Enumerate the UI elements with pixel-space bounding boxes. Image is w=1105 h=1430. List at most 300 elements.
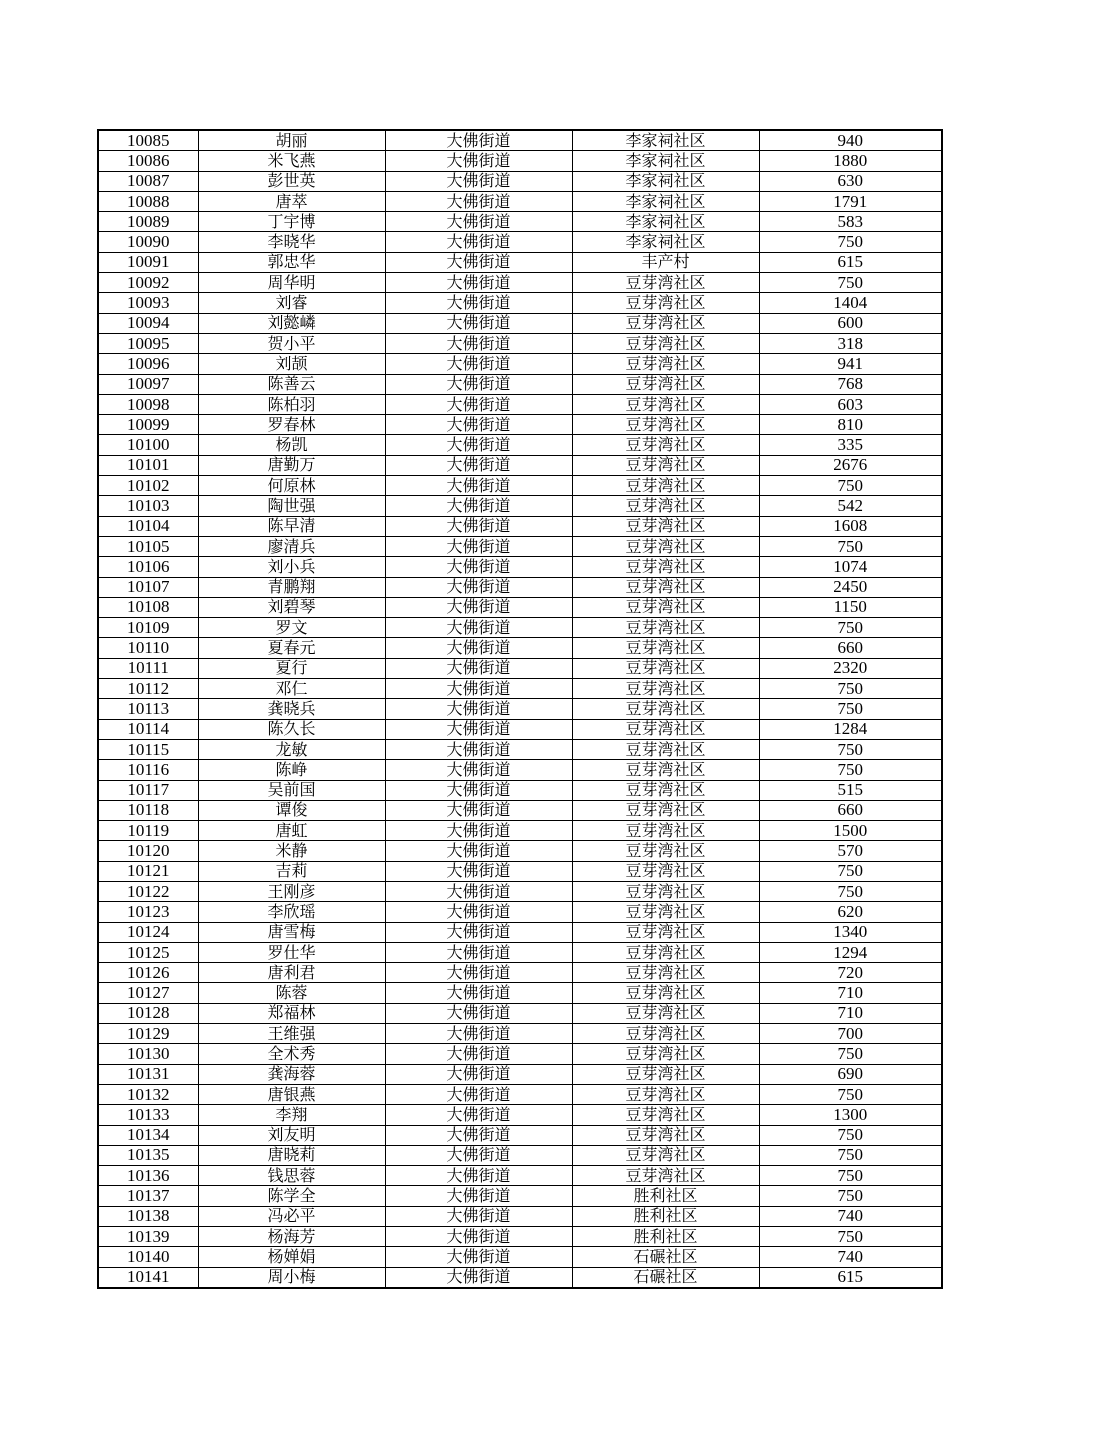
table-row bbox=[98, 658, 942, 678]
street-cell: 大佛街道 bbox=[385, 881, 572, 901]
community-cell: 李家祠社区 bbox=[572, 130, 759, 151]
table-row bbox=[98, 191, 942, 211]
record-id-cell: 10094 bbox=[98, 313, 198, 333]
table-row bbox=[98, 536, 942, 556]
amount-cell: 1791 bbox=[759, 191, 942, 211]
community-cell: 豆芽湾社区 bbox=[572, 780, 759, 800]
name-cell: 陈学全 bbox=[198, 1186, 385, 1206]
amount-cell: 750 bbox=[759, 679, 942, 699]
name-cell: 龙敏 bbox=[198, 739, 385, 759]
amount-cell: 750 bbox=[759, 861, 942, 881]
table-row bbox=[98, 577, 942, 597]
name-cell: 龚海蓉 bbox=[198, 1064, 385, 1084]
name-cell: 王刚彦 bbox=[198, 881, 385, 901]
community-cell: 豆芽湾社区 bbox=[572, 1064, 759, 1084]
community-cell: 豆芽湾社区 bbox=[572, 415, 759, 435]
amount-cell: 1300 bbox=[759, 1105, 942, 1125]
street-cell: 大佛街道 bbox=[385, 963, 572, 983]
street-cell: 大佛街道 bbox=[385, 597, 572, 617]
street-cell: 大佛街道 bbox=[385, 435, 572, 455]
record-id-cell: 10098 bbox=[98, 394, 198, 414]
community-cell: 豆芽湾社区 bbox=[572, 719, 759, 739]
community-cell: 李家祠社区 bbox=[572, 191, 759, 211]
name-cell: 唐银燕 bbox=[198, 1084, 385, 1104]
street-cell: 大佛街道 bbox=[385, 212, 572, 232]
name-cell: 罗仕华 bbox=[198, 942, 385, 962]
amount-cell: 2676 bbox=[759, 455, 942, 475]
community-cell: 豆芽湾社区 bbox=[572, 800, 759, 820]
record-id-cell: 10091 bbox=[98, 252, 198, 272]
name-cell: 李翔 bbox=[198, 1105, 385, 1125]
table-row bbox=[98, 394, 942, 414]
amount-cell: 1294 bbox=[759, 942, 942, 962]
record-id-cell: 10089 bbox=[98, 212, 198, 232]
table-row bbox=[98, 1105, 942, 1125]
amount-cell: 583 bbox=[759, 212, 942, 232]
street-cell: 大佛街道 bbox=[385, 1145, 572, 1165]
community-cell: 李家祠社区 bbox=[572, 151, 759, 171]
community-cell: 豆芽湾社区 bbox=[572, 922, 759, 942]
record-id-cell: 10088 bbox=[98, 191, 198, 211]
name-cell: 唐晓莉 bbox=[198, 1145, 385, 1165]
amount-cell: 1284 bbox=[759, 719, 942, 739]
amount-cell: 740 bbox=[759, 1206, 942, 1226]
record-id-cell: 10110 bbox=[98, 638, 198, 658]
table-row bbox=[98, 212, 942, 232]
amount-cell: 630 bbox=[759, 171, 942, 191]
amount-cell: 1074 bbox=[759, 557, 942, 577]
record-id-cell: 10114 bbox=[98, 719, 198, 739]
amount-cell: 1880 bbox=[759, 151, 942, 171]
name-cell: 陈早清 bbox=[198, 516, 385, 536]
community-cell: 豆芽湾社区 bbox=[572, 394, 759, 414]
street-cell: 大佛街道 bbox=[385, 577, 572, 597]
record-id-cell: 10119 bbox=[98, 821, 198, 841]
name-cell: 陈柏羽 bbox=[198, 394, 385, 414]
community-cell: 豆芽湾社区 bbox=[572, 597, 759, 617]
street-cell: 大佛街道 bbox=[385, 293, 572, 313]
amount-cell: 750 bbox=[759, 1044, 942, 1064]
amount-cell: 570 bbox=[759, 841, 942, 861]
name-cell: 吉莉 bbox=[198, 861, 385, 881]
community-cell: 李家祠社区 bbox=[572, 212, 759, 232]
name-cell: 龚晓兵 bbox=[198, 699, 385, 719]
table-row bbox=[98, 273, 942, 293]
name-cell: 刘友明 bbox=[198, 1125, 385, 1145]
table-row bbox=[98, 455, 942, 475]
community-cell: 丰产村 bbox=[572, 252, 759, 272]
record-id-cell: 10086 bbox=[98, 151, 198, 171]
amount-cell: 750 bbox=[759, 699, 942, 719]
record-id-cell: 10104 bbox=[98, 516, 198, 536]
community-cell: 豆芽湾社区 bbox=[572, 841, 759, 861]
record-id-cell: 10126 bbox=[98, 963, 198, 983]
community-cell: 豆芽湾社区 bbox=[572, 983, 759, 1003]
street-cell: 大佛街道 bbox=[385, 354, 572, 374]
street-cell: 大佛街道 bbox=[385, 618, 572, 638]
table-row bbox=[98, 171, 942, 191]
street-cell: 大佛街道 bbox=[385, 1024, 572, 1044]
community-cell: 豆芽湾社区 bbox=[572, 679, 759, 699]
table-row bbox=[98, 821, 942, 841]
street-cell: 大佛街道 bbox=[385, 273, 572, 293]
street-cell: 大佛街道 bbox=[385, 516, 572, 536]
amount-cell: 1150 bbox=[759, 597, 942, 617]
table-row bbox=[98, 557, 942, 577]
record-id-cell: 10111 bbox=[98, 658, 198, 678]
table-row bbox=[98, 861, 942, 881]
community-cell: 豆芽湾社区 bbox=[572, 476, 759, 496]
name-cell: 吴前国 bbox=[198, 780, 385, 800]
street-cell: 大佛街道 bbox=[385, 252, 572, 272]
street-cell: 大佛街道 bbox=[385, 821, 572, 841]
record-id-cell: 10108 bbox=[98, 597, 198, 617]
table-row bbox=[98, 333, 942, 353]
table-row bbox=[98, 1084, 942, 1104]
table-row bbox=[98, 739, 942, 759]
amount-cell: 750 bbox=[759, 273, 942, 293]
street-cell: 大佛街道 bbox=[385, 739, 572, 759]
record-id-cell: 10136 bbox=[98, 1166, 198, 1186]
amount-cell: 318 bbox=[759, 333, 942, 353]
name-cell: 唐萃 bbox=[198, 191, 385, 211]
record-id-cell: 10122 bbox=[98, 881, 198, 901]
name-cell: 罗文 bbox=[198, 618, 385, 638]
record-id-cell: 10087 bbox=[98, 171, 198, 191]
community-cell: 豆芽湾社区 bbox=[572, 516, 759, 536]
street-cell: 大佛街道 bbox=[385, 151, 572, 171]
community-cell: 胜利社区 bbox=[572, 1186, 759, 1206]
name-cell: 郭忠华 bbox=[198, 252, 385, 272]
street-cell: 大佛街道 bbox=[385, 557, 572, 577]
record-id-cell: 10085 bbox=[98, 130, 198, 151]
name-cell: 刘懿嶙 bbox=[198, 313, 385, 333]
record-id-cell: 10124 bbox=[98, 922, 198, 942]
table-row bbox=[98, 719, 942, 739]
street-cell: 大佛街道 bbox=[385, 1003, 572, 1023]
street-cell: 大佛街道 bbox=[385, 1105, 572, 1125]
record-id-cell: 10100 bbox=[98, 435, 198, 455]
name-cell: 陶世强 bbox=[198, 496, 385, 516]
record-id-cell: 10115 bbox=[98, 739, 198, 759]
record-id-cell: 10141 bbox=[98, 1267, 198, 1288]
record-id-cell: 10102 bbox=[98, 476, 198, 496]
community-cell: 豆芽湾社区 bbox=[572, 313, 759, 333]
record-id-cell: 10117 bbox=[98, 780, 198, 800]
record-id-cell: 10140 bbox=[98, 1247, 198, 1267]
record-id-cell: 10139 bbox=[98, 1227, 198, 1247]
street-cell: 大佛街道 bbox=[385, 922, 572, 942]
table-row bbox=[98, 618, 942, 638]
table-row bbox=[98, 1166, 942, 1186]
community-cell: 豆芽湾社区 bbox=[572, 1044, 759, 1064]
name-cell: 何原林 bbox=[198, 476, 385, 496]
street-cell: 大佛街道 bbox=[385, 1186, 572, 1206]
record-id-cell: 10121 bbox=[98, 861, 198, 881]
table-body bbox=[98, 130, 942, 1288]
table-row bbox=[98, 1024, 942, 1044]
street-cell: 大佛街道 bbox=[385, 536, 572, 556]
table-row bbox=[98, 252, 942, 272]
community-cell: 豆芽湾社区 bbox=[572, 1166, 759, 1186]
community-cell: 豆芽湾社区 bbox=[572, 496, 759, 516]
name-cell: 周小梅 bbox=[198, 1267, 385, 1288]
amount-cell: 1500 bbox=[759, 821, 942, 841]
street-cell: 大佛街道 bbox=[385, 780, 572, 800]
name-cell: 王维强 bbox=[198, 1024, 385, 1044]
amount-cell: 768 bbox=[759, 374, 942, 394]
community-cell: 豆芽湾社区 bbox=[572, 881, 759, 901]
record-id-cell: 10106 bbox=[98, 557, 198, 577]
street-cell: 大佛街道 bbox=[385, 171, 572, 191]
name-cell: 邓仁 bbox=[198, 679, 385, 699]
name-cell: 陈善云 bbox=[198, 374, 385, 394]
community-cell: 胜利社区 bbox=[572, 1227, 759, 1247]
amount-cell: 750 bbox=[759, 1084, 942, 1104]
street-cell: 大佛街道 bbox=[385, 1227, 572, 1247]
street-cell: 大佛街道 bbox=[385, 1206, 572, 1226]
name-cell: 陈蓉 bbox=[198, 983, 385, 1003]
record-id-cell: 10113 bbox=[98, 699, 198, 719]
street-cell: 大佛街道 bbox=[385, 1267, 572, 1288]
street-cell: 大佛街道 bbox=[385, 1125, 572, 1145]
table-row bbox=[98, 841, 942, 861]
amount-cell: 750 bbox=[759, 1186, 942, 1206]
name-cell: 胡丽 bbox=[198, 130, 385, 151]
table-row bbox=[98, 1125, 942, 1145]
community-cell: 豆芽湾社区 bbox=[572, 699, 759, 719]
table-row bbox=[98, 130, 942, 151]
community-cell: 豆芽湾社区 bbox=[572, 333, 759, 353]
table-row bbox=[98, 1227, 942, 1247]
name-cell: 贺小平 bbox=[198, 333, 385, 353]
amount-cell: 542 bbox=[759, 496, 942, 516]
community-cell: 豆芽湾社区 bbox=[572, 455, 759, 475]
table-row bbox=[98, 902, 942, 922]
record-id-cell: 10127 bbox=[98, 983, 198, 1003]
record-id-cell: 10125 bbox=[98, 942, 198, 962]
community-cell: 豆芽湾社区 bbox=[572, 658, 759, 678]
amount-cell: 750 bbox=[759, 536, 942, 556]
community-cell: 豆芽湾社区 bbox=[572, 739, 759, 759]
table-row bbox=[98, 983, 942, 1003]
street-cell: 大佛街道 bbox=[385, 455, 572, 475]
street-cell: 大佛街道 bbox=[385, 658, 572, 678]
amount-cell: 740 bbox=[759, 1247, 942, 1267]
name-cell: 米飞燕 bbox=[198, 151, 385, 171]
community-cell: 豆芽湾社区 bbox=[572, 1105, 759, 1125]
amount-cell: 750 bbox=[759, 1145, 942, 1165]
amount-cell: 750 bbox=[759, 739, 942, 759]
amount-cell: 615 bbox=[759, 252, 942, 272]
table-row bbox=[98, 516, 942, 536]
amount-cell: 620 bbox=[759, 902, 942, 922]
amount-cell: 750 bbox=[759, 1166, 942, 1186]
street-cell: 大佛街道 bbox=[385, 313, 572, 333]
street-cell: 大佛街道 bbox=[385, 496, 572, 516]
community-cell: 李家祠社区 bbox=[572, 232, 759, 252]
name-cell: 刘小兵 bbox=[198, 557, 385, 577]
table-row bbox=[98, 963, 942, 983]
name-cell: 杨海芳 bbox=[198, 1227, 385, 1247]
street-cell: 大佛街道 bbox=[385, 902, 572, 922]
table-row bbox=[98, 1145, 942, 1165]
community-cell: 豆芽湾社区 bbox=[572, 1003, 759, 1023]
record-id-cell: 10135 bbox=[98, 1145, 198, 1165]
community-cell: 豆芽湾社区 bbox=[572, 577, 759, 597]
name-cell: 李欣瑶 bbox=[198, 902, 385, 922]
amount-cell: 940 bbox=[759, 130, 942, 151]
community-cell: 豆芽湾社区 bbox=[572, 1084, 759, 1104]
street-cell: 大佛街道 bbox=[385, 394, 572, 414]
table-row bbox=[98, 881, 942, 901]
community-cell: 豆芽湾社区 bbox=[572, 760, 759, 780]
table-row bbox=[98, 354, 942, 374]
record-id-cell: 10112 bbox=[98, 679, 198, 699]
amount-cell: 750 bbox=[759, 1125, 942, 1145]
name-cell: 廖清兵 bbox=[198, 536, 385, 556]
amount-cell: 600 bbox=[759, 313, 942, 333]
table-row bbox=[98, 1206, 942, 1226]
record-id-cell: 10096 bbox=[98, 354, 198, 374]
table-row bbox=[98, 476, 942, 496]
community-cell: 石碾社区 bbox=[572, 1247, 759, 1267]
community-cell: 豆芽湾社区 bbox=[572, 435, 759, 455]
name-cell: 刘睿 bbox=[198, 293, 385, 313]
record-id-cell: 10103 bbox=[98, 496, 198, 516]
amount-cell: 1608 bbox=[759, 516, 942, 536]
name-cell: 唐勤万 bbox=[198, 455, 385, 475]
record-id-cell: 10116 bbox=[98, 760, 198, 780]
amount-cell: 810 bbox=[759, 415, 942, 435]
name-cell: 陈峥 bbox=[198, 760, 385, 780]
amount-cell: 615 bbox=[759, 1267, 942, 1288]
amount-cell: 710 bbox=[759, 983, 942, 1003]
street-cell: 大佛街道 bbox=[385, 1166, 572, 1186]
record-id-cell: 10105 bbox=[98, 536, 198, 556]
street-cell: 大佛街道 bbox=[385, 841, 572, 861]
name-cell: 唐雪梅 bbox=[198, 922, 385, 942]
table-row bbox=[98, 800, 942, 820]
street-cell: 大佛街道 bbox=[385, 638, 572, 658]
record-id-cell: 10137 bbox=[98, 1186, 198, 1206]
name-cell: 唐利君 bbox=[198, 963, 385, 983]
community-cell: 豆芽湾社区 bbox=[572, 963, 759, 983]
table-row bbox=[98, 1044, 942, 1064]
record-id-cell: 10090 bbox=[98, 232, 198, 252]
name-cell: 丁宇博 bbox=[198, 212, 385, 232]
community-cell: 豆芽湾社区 bbox=[572, 273, 759, 293]
street-cell: 大佛街道 bbox=[385, 679, 572, 699]
name-cell: 郑福林 bbox=[198, 1003, 385, 1023]
table-row bbox=[98, 1186, 942, 1206]
name-cell: 杨婵娟 bbox=[198, 1247, 385, 1267]
table-row bbox=[98, 922, 942, 942]
amount-cell: 941 bbox=[759, 354, 942, 374]
amount-cell: 1404 bbox=[759, 293, 942, 313]
record-id-cell: 10118 bbox=[98, 800, 198, 820]
community-cell: 李家祠社区 bbox=[572, 171, 759, 191]
amount-cell: 335 bbox=[759, 435, 942, 455]
amount-cell: 660 bbox=[759, 800, 942, 820]
community-cell: 豆芽湾社区 bbox=[572, 821, 759, 841]
name-cell: 唐虹 bbox=[198, 821, 385, 841]
record-id-cell: 10138 bbox=[98, 1206, 198, 1226]
community-cell: 豆芽湾社区 bbox=[572, 354, 759, 374]
street-cell: 大佛街道 bbox=[385, 1084, 572, 1104]
record-id-cell: 10132 bbox=[98, 1084, 198, 1104]
record-id-cell: 10134 bbox=[98, 1125, 198, 1145]
amount-cell: 750 bbox=[759, 760, 942, 780]
street-cell: 大佛街道 bbox=[385, 232, 572, 252]
amount-cell: 750 bbox=[759, 232, 942, 252]
community-cell: 豆芽湾社区 bbox=[572, 557, 759, 577]
name-cell: 彭世英 bbox=[198, 171, 385, 191]
community-cell: 豆芽湾社区 bbox=[572, 374, 759, 394]
name-cell: 米静 bbox=[198, 841, 385, 861]
street-cell: 大佛街道 bbox=[385, 942, 572, 962]
record-id-cell: 10099 bbox=[98, 415, 198, 435]
street-cell: 大佛街道 bbox=[385, 760, 572, 780]
table-row bbox=[98, 942, 942, 962]
community-cell: 豆芽湾社区 bbox=[572, 293, 759, 313]
amount-cell: 690 bbox=[759, 1064, 942, 1084]
record-id-cell: 10109 bbox=[98, 618, 198, 638]
street-cell: 大佛街道 bbox=[385, 191, 572, 211]
table-row bbox=[98, 780, 942, 800]
name-cell: 刘碧琴 bbox=[198, 597, 385, 617]
data-table bbox=[97, 129, 943, 1289]
table-row bbox=[98, 1247, 942, 1267]
table-row bbox=[98, 1003, 942, 1023]
name-cell: 罗春林 bbox=[198, 415, 385, 435]
name-cell: 谭俊 bbox=[198, 800, 385, 820]
street-cell: 大佛街道 bbox=[385, 1247, 572, 1267]
amount-cell: 750 bbox=[759, 618, 942, 638]
street-cell: 大佛街道 bbox=[385, 983, 572, 1003]
record-id-cell: 10131 bbox=[98, 1064, 198, 1084]
record-id-cell: 10095 bbox=[98, 333, 198, 353]
community-cell: 豆芽湾社区 bbox=[572, 618, 759, 638]
amount-cell: 750 bbox=[759, 1227, 942, 1247]
community-cell: 豆芽湾社区 bbox=[572, 1145, 759, 1165]
name-cell: 夏行 bbox=[198, 658, 385, 678]
amount-cell: 710 bbox=[759, 1003, 942, 1023]
name-cell: 全术秀 bbox=[198, 1044, 385, 1064]
community-cell: 豆芽湾社区 bbox=[572, 942, 759, 962]
table-row bbox=[98, 699, 942, 719]
table-row bbox=[98, 415, 942, 435]
street-cell: 大佛街道 bbox=[385, 130, 572, 151]
name-cell: 刘颉 bbox=[198, 354, 385, 374]
table-row bbox=[98, 293, 942, 313]
street-cell: 大佛街道 bbox=[385, 415, 572, 435]
community-cell: 豆芽湾社区 bbox=[572, 1125, 759, 1145]
street-cell: 大佛街道 bbox=[385, 333, 572, 353]
record-id-cell: 10101 bbox=[98, 455, 198, 475]
amount-cell: 750 bbox=[759, 881, 942, 901]
amount-cell: 515 bbox=[759, 780, 942, 800]
name-cell: 李晓华 bbox=[198, 232, 385, 252]
amount-cell: 1340 bbox=[759, 922, 942, 942]
community-cell: 胜利社区 bbox=[572, 1206, 759, 1226]
name-cell: 冯必平 bbox=[198, 1206, 385, 1226]
table-row bbox=[98, 597, 942, 617]
amount-cell: 2320 bbox=[759, 658, 942, 678]
street-cell: 大佛街道 bbox=[385, 374, 572, 394]
table-row bbox=[98, 1064, 942, 1084]
table-row bbox=[98, 496, 942, 516]
